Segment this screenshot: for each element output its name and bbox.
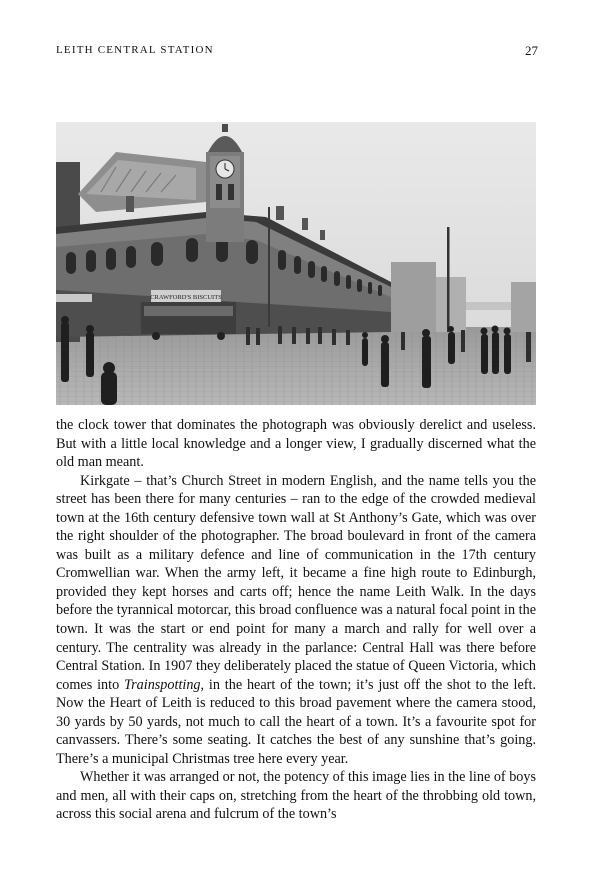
running-head: LEITH CENTRAL STATION bbox=[56, 44, 214, 56]
crawfords-biscuits-sign: CRAWFORD'S BISCUITS bbox=[150, 294, 222, 301]
paragraph bbox=[56, 472, 536, 769]
station-photograph bbox=[56, 122, 536, 405]
page-number: 27 bbox=[525, 43, 538, 58]
paragraph-text: Kirkgate – that’s Church Street in modern English, and the name tells you the street has been there for many centuries – ran to the edge of the crowded medieval town at the 16th century defensive town wall at St Anthony’s Gate, which was over the right shoulder of the photographer. The broad boulevard in front of the camera was built as a military defence and line of communication in the 17th century Cromwellian war. When the army left, it became a fine high route to Edinburgh, provided they kept horses and carts off; hence the name Leith Walk. In the days before the tyrannical motorcar, this broad confluence was a natural focal point in the town. It was the start or end point for many a march and rally for well over a century. The centrality was already in the parlance: Central Hall was there before Central Station. In 1907 they deliberately placed the statue of Queen Victoria, which comes into bbox=[56, 472, 536, 693]
paragraph-text-continued: , in the heart of the town; it’s just off the shot to the left. Now the Heart of Leith is reduced to this broad pavement where the camera stood, 30 yards by 50 yards, not much to call the heart of a town. It’s a favourite spot for canvassers. There’s some seating. It catches the best of any sunshine that’s going. There’s a municipal Christmas tree here every year. bbox=[56, 676, 537, 767]
paragraph: Whether it was arranged or not, the potency of this image lies in the line of boys and men, all with their caps on, stretching from the heart of the throbbing old town, across this social arena and fulcrum of the town’s bbox=[56, 769, 536, 823]
paragraph: the clock tower that dominates the photograph was obviously derelict and useless. But with a little local knowledge and a longer view, I gradually discerned what the old man meant. bbox=[56, 417, 536, 471]
italic-title: Trainspotting bbox=[124, 676, 201, 693]
photograph-illustration bbox=[56, 122, 536, 405]
body-text bbox=[56, 416, 536, 824]
